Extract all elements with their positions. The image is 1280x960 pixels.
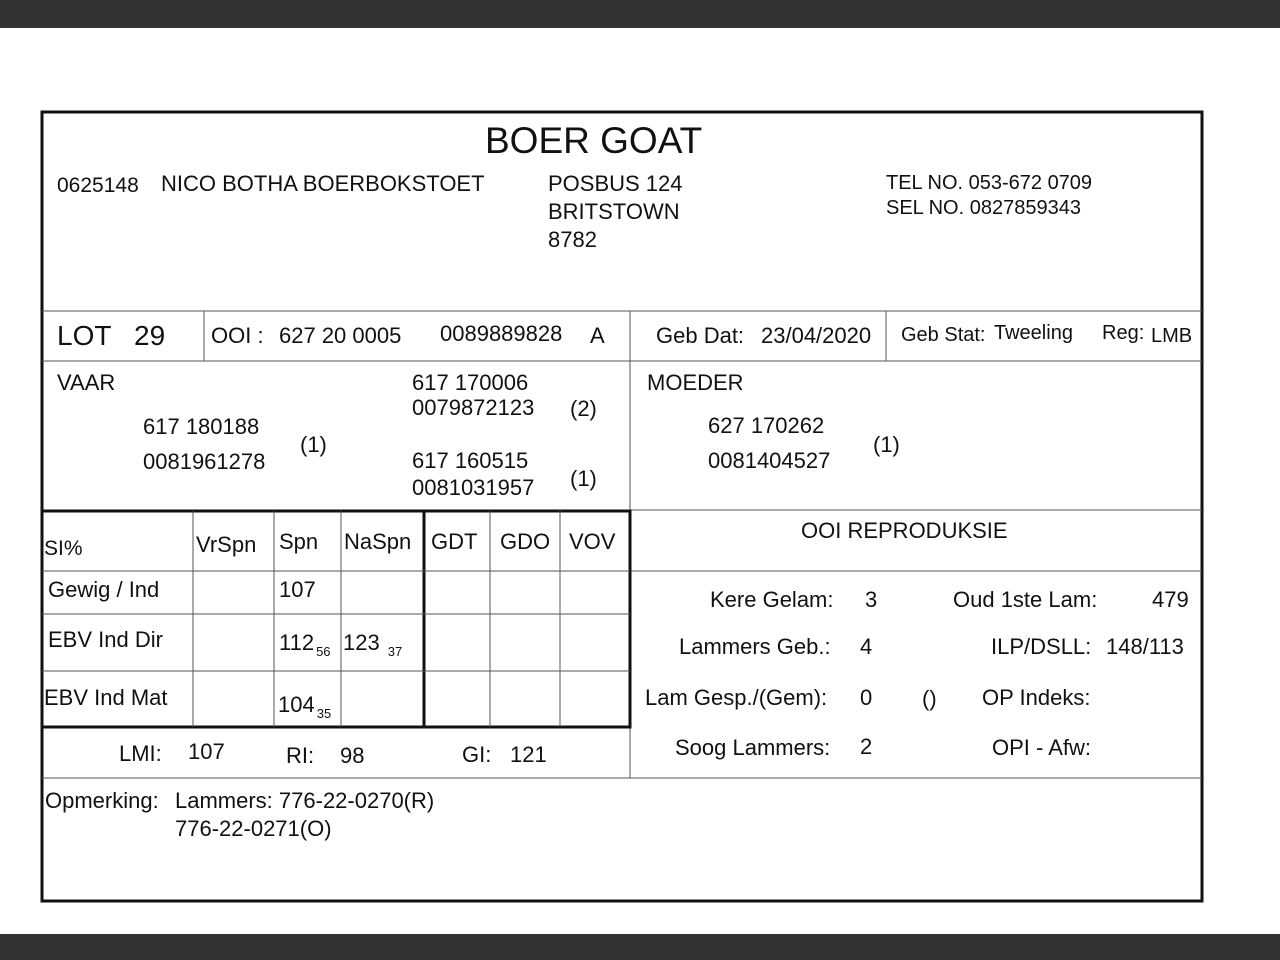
header-gdo: GDO xyxy=(500,529,551,554)
ri-label: RI: xyxy=(286,743,315,768)
moeder-label: MOEDER xyxy=(647,370,744,395)
sire-registration: 0081961278 xyxy=(143,449,266,474)
lam-gesp-label: Lam Gesp./(Gem): xyxy=(645,685,828,710)
dam-code: (1) xyxy=(873,432,900,457)
row-label-ebv-mat: EBV Ind Mat xyxy=(44,685,168,710)
ebv-mat-spn-cell xyxy=(278,692,332,721)
owner-tel: TEL NO. 053-672 0709 xyxy=(886,172,1093,194)
ilp-label: ILP/DSLL: xyxy=(991,634,1092,659)
ri-value: 98 xyxy=(340,743,365,768)
ooi-registration: 0089889828 xyxy=(440,321,563,346)
sire-dam-registration: 0081031957 xyxy=(412,475,535,500)
card-title: BOER GOAT xyxy=(485,120,703,161)
ebv-dir-naspn-cell xyxy=(343,630,403,659)
opi-afw-label: OPI - Afw: xyxy=(992,735,1092,760)
ooi-grade: A xyxy=(590,323,605,348)
lmi-value: 107 xyxy=(188,739,225,764)
owner-name: NICO BOTHA BOERBOKSTOET xyxy=(161,171,485,196)
oud-lam-label: Oud 1ste Lam: xyxy=(953,587,1098,612)
lammers-geb-label: Lammers Geb.: xyxy=(679,634,831,659)
ebv-mat-spn-value: 104 xyxy=(278,692,315,717)
reg-value: LMB xyxy=(1151,325,1193,347)
row-label-ebv-dir: EBV Ind Dir xyxy=(48,627,163,652)
remarks-line1: Lammers: 776-22-0270(R) xyxy=(175,788,435,813)
ebv-dir-spn-value: 112 xyxy=(279,630,315,655)
sire-sire-code: (2) xyxy=(570,396,597,421)
gi-label: GI: xyxy=(462,742,492,767)
header-gdt: GDT xyxy=(431,529,478,554)
kere-gelam-label: Kere Gelam: xyxy=(710,587,834,612)
row-label-gewig: Gewig / Ind xyxy=(48,577,160,602)
header-spn: Spn xyxy=(279,529,319,554)
header-naspn: NaSpn xyxy=(344,529,412,554)
ebv-mat-spn-accuracy: 35 xyxy=(316,706,332,721)
sire-dam-id: 617 160515 xyxy=(412,448,529,473)
oud-lam-value: 479 xyxy=(1152,587,1189,612)
ilp-value: 148/113 xyxy=(1106,634,1184,659)
sire-sire-id: 617 170006 xyxy=(412,370,529,395)
header-si-percent: SI% xyxy=(44,537,83,560)
header-vrspn: VrSpn xyxy=(196,532,257,557)
dam-id: 627 170262 xyxy=(708,413,825,438)
kere-gelam-value: 3 xyxy=(865,587,878,612)
remarks-label: Opmerking: xyxy=(45,788,159,813)
owner-address-line1: POSBUS 124 xyxy=(548,171,683,196)
gi-value: 121 xyxy=(510,742,547,767)
reg-label: Reg: xyxy=(1102,322,1145,344)
owner-sel: SEL NO. 0827859343 xyxy=(886,197,1081,219)
dam-registration: 0081404527 xyxy=(708,448,831,473)
owner-postal-code: 8782 xyxy=(548,227,597,252)
ebv-dir-spn-cell xyxy=(279,630,331,659)
geb-stat-label: Geb Stat: xyxy=(901,324,986,346)
header-vov: VOV xyxy=(569,529,616,554)
lot-number: 29 xyxy=(134,320,166,351)
op-indeks-label: OP Indeks: xyxy=(982,685,1091,710)
ooi-id: 627 20 0005 xyxy=(279,323,402,348)
remarks-line2: 776-22-0271(O) xyxy=(175,816,332,841)
gewig-spn-value: 107 xyxy=(279,577,316,602)
lam-gem-value: () xyxy=(922,686,937,711)
ebv-dir-naspn-accuracy: 37 xyxy=(387,644,403,659)
lam-gesp-value: 0 xyxy=(860,685,873,710)
geb-dat-label: Geb Dat: xyxy=(656,323,745,348)
geb-dat-value: 23/04/2020 xyxy=(761,323,872,348)
sire-id: 617 180188 xyxy=(143,414,260,439)
ooi-label: OOI : xyxy=(211,323,264,348)
lot-label: LOT xyxy=(57,320,112,351)
ebv-dir-spn-accuracy: 56 xyxy=(316,644,331,659)
geb-stat-value: Tweeling xyxy=(994,322,1073,344)
owner-address-line2: BRITSTOWN xyxy=(548,199,680,224)
sire-dam-code: (1) xyxy=(570,466,597,491)
lmi-label: LMI: xyxy=(119,741,162,766)
sire-code: (1) xyxy=(300,432,327,457)
soog-lammers-label: Soog Lammers: xyxy=(675,735,831,760)
owner-id: 0625148 xyxy=(57,174,139,197)
lammers-geb-value: 4 xyxy=(860,634,873,659)
ebv-dir-naspn-value: 123 xyxy=(343,630,380,655)
soog-lammers-value: 2 xyxy=(860,734,873,759)
sire-sire-registration: 0079872123 xyxy=(412,395,535,420)
vaar-label: VAAR xyxy=(57,370,116,395)
reproduction-title: OOI REPRODUKSIE xyxy=(801,518,1008,543)
